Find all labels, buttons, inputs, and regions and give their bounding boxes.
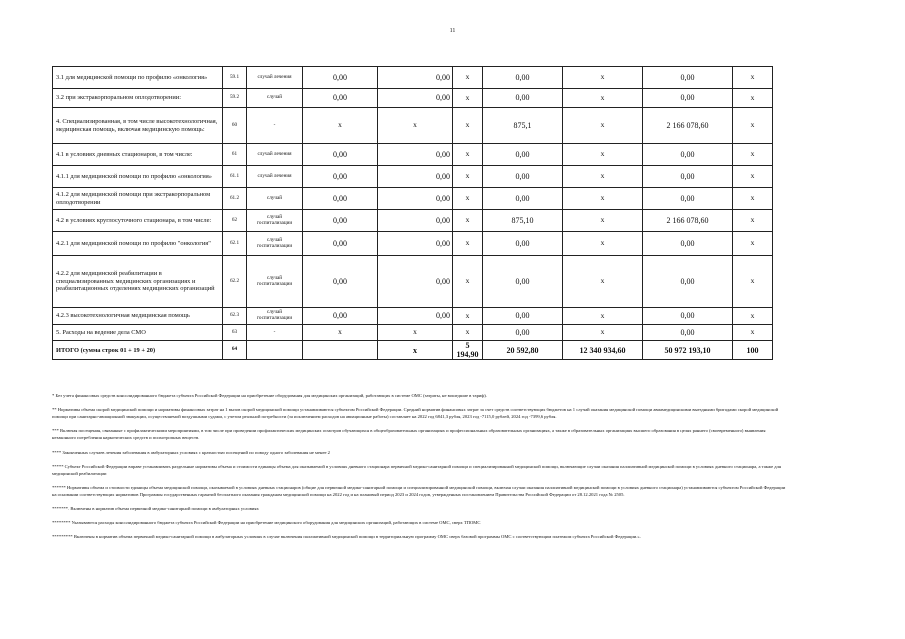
table-cell-unit: случай госпитализации bbox=[247, 232, 303, 256]
table-row bbox=[53, 325, 773, 341]
table-cell-c2: 0,00 bbox=[378, 308, 453, 325]
table-cell-name: 4. Специализированная, в том числе высокотехнологичная, медицинская помощь, включая медицинскую помощь: bbox=[53, 108, 223, 144]
table-cell-c5: х bbox=[563, 108, 643, 144]
table-cell-c7: х bbox=[733, 89, 773, 108]
table-cell-c2: 0,00 bbox=[378, 166, 453, 188]
table-cell-name: ИТОГО (сумма строк 01 + 19 + 20) bbox=[53, 341, 223, 360]
table-cell-c3: 5 194,90 bbox=[453, 341, 483, 360]
table-cell-c1: 0,00 bbox=[303, 166, 378, 188]
footnote: ****** Нормативы объема и стоимости единицы объема медицинской помощи, оказываемой в условиях дневных стационаров (общие для первичной медико-санитарной помощи и специализированной медицинской помощи, включая случаи оказания паллиативной медицинской помощи в условиях дневного стационара) устанавливаются субъектом Российской Федерации на основании соответствующих нормативов Программы государственных гарантий бесплатного оказания гражданам медицинской помощи на 2022 год и на плановый период 2023 и 2024 годов, утвержденных постановлением Правительства Российской Федерации от 28.12.2021 года № 2505. bbox=[52, 484, 786, 497]
table-cell-c7: х bbox=[733, 325, 773, 341]
table-cell-unit: случай госпитализации bbox=[247, 210, 303, 232]
table-cell-c3: х bbox=[453, 89, 483, 108]
table-cell-c3: х bbox=[453, 210, 483, 232]
table-cell-num: 61.2 bbox=[223, 188, 247, 210]
footnote: **** Законченных случаев лечения заболевания в амбулаторных условиях с кратностью посещений по поводу одного заболевания не менее 2 bbox=[52, 449, 330, 455]
footnote: ********* Включены в норматив объема первичной медико-санитарной помощи в амбулаторных условиях в случае включения паллиативной медицинской помощи в территориальную программу ОМС сверх базовой программы ОМС с соответствующим платежом субъекта Российской Федерации.». bbox=[52, 534, 641, 540]
table-cell-c1: 0,00 bbox=[303, 89, 378, 108]
table-cell-c1: х bbox=[303, 108, 378, 144]
table-cell-c1: 0,00 bbox=[303, 256, 378, 308]
table-cell-c1: 0,00 bbox=[303, 210, 378, 232]
table-cell-c7: х bbox=[733, 108, 773, 144]
table-cell-c5: 12 340 934,60 bbox=[563, 341, 643, 360]
table-cell-unit: случай лечения bbox=[247, 67, 303, 89]
footnote: *******. Включены в норматив объема первичной медико-санитарной помощи в амбулаторных условиях bbox=[52, 506, 259, 512]
table-total-row bbox=[53, 341, 773, 360]
table-cell-unit: случай госпитализации bbox=[247, 256, 303, 308]
table-cell-c4: 0,00 bbox=[483, 166, 563, 188]
table-cell-num: 59.1 bbox=[223, 67, 247, 89]
table-cell-unit: случай bbox=[247, 89, 303, 108]
table-cell-c6: 0,00 bbox=[643, 144, 733, 166]
table-cell-num: 62.2 bbox=[223, 256, 247, 308]
table-cell-c4: 0,00 bbox=[483, 188, 563, 210]
table-cell-c5: х bbox=[563, 166, 643, 188]
footnote: ******** Указываются расходы консолидированного бюджета субъекта Российской Федерации на приобретение медицинского оборудования для медицинских организаций, работающих в системе ОМС, сверх ТПОМС bbox=[52, 520, 481, 526]
table-cell-num: 61 bbox=[223, 144, 247, 166]
table-cell-c1: 0,00 bbox=[303, 144, 378, 166]
table-cell-unit: случай госпитализации bbox=[247, 308, 303, 325]
table-cell-c5: х bbox=[563, 210, 643, 232]
table-cell-c6: 0,00 bbox=[643, 89, 733, 108]
table-cell-c7: х bbox=[733, 144, 773, 166]
table-cell-c5: х bbox=[563, 256, 643, 308]
table-cell-c2: 0,00 bbox=[378, 188, 453, 210]
table-cell-c6: 0,00 bbox=[643, 166, 733, 188]
table-cell-num: 60 bbox=[223, 108, 247, 144]
table-cell-c2: 0,00 bbox=[378, 67, 453, 89]
table-cell-c5: х bbox=[563, 89, 643, 108]
table-cell-c6: 2 166 078,60 bbox=[643, 108, 733, 144]
table-cell-c6: 0,00 bbox=[643, 308, 733, 325]
table-cell-c7: х bbox=[733, 232, 773, 256]
table-cell-c6: 0,00 bbox=[643, 188, 733, 210]
table-cell-c7: х bbox=[733, 166, 773, 188]
table-cell-name: 4.2.3 высокотехнологичная медицинская помощь bbox=[53, 308, 223, 325]
footnote: * Без учета финансовых средств консолидированного бюджета субъекта Российской Федерации на приобретение оборудования для медицинских организаций, работающих в системе ОМС (затраты, не вошедшие в тариф). bbox=[52, 393, 487, 398]
table-cell-c1: х bbox=[303, 325, 378, 341]
table-cell-c6: 0,00 bbox=[643, 67, 733, 89]
table-cell-c2: 0,00 bbox=[378, 144, 453, 166]
table-cell-c5: х bbox=[563, 308, 643, 325]
table-cell-c1: 0,00 bbox=[303, 67, 378, 89]
table-cell-c7: х bbox=[733, 188, 773, 210]
table-cell-c5: х bbox=[563, 144, 643, 166]
table-cell-c7: х bbox=[733, 308, 773, 325]
table-cell-c4: 0,00 bbox=[483, 256, 563, 308]
table-cell-c2: 0,00 bbox=[378, 210, 453, 232]
table-cell-c4: 0,00 bbox=[483, 325, 563, 341]
table-cell-c1 bbox=[303, 341, 378, 360]
table-cell-c2: х bbox=[378, 108, 453, 144]
table-cell-c3: х bbox=[453, 325, 483, 341]
table-row bbox=[53, 166, 773, 188]
table-cell-num: 62.1 bbox=[223, 232, 247, 256]
table-cell-name: 4.2.2 для медицинской реабилитации в специализированных медицинских организациях и реабилитационных отделениях медицинских организаций bbox=[53, 256, 223, 308]
table-cell-c3: х bbox=[453, 67, 483, 89]
table-cell-c5: х bbox=[563, 325, 643, 341]
table-cell-num: 62.3 bbox=[223, 308, 247, 325]
data-table bbox=[52, 66, 773, 360]
table-cell-c4: 0,00 bbox=[483, 89, 563, 108]
table-cell-name: 4.1.1 для медицинской помощи по профилю «онкология» bbox=[53, 166, 223, 188]
table-cell-num: 64 bbox=[223, 341, 247, 360]
footnote: ***** Субъект Российской Федерации вправе устанавливать раздельные нормативы объема и стоимости единицы объема для оказываемой в условиях дневного стационара первичной медико-санитарной помощи и специализированной медицинской помощи, включающие случаи оказания паллиативной медицинской помощи в условиях дневного стационара, а также для медицинской реабилитации bbox=[52, 463, 782, 476]
table-cell-c4: 20 592,80 bbox=[483, 341, 563, 360]
table-cell-c1: 0,00 bbox=[303, 188, 378, 210]
table-cell-unit: - bbox=[247, 325, 303, 341]
table-row bbox=[53, 67, 773, 89]
table-body bbox=[53, 67, 773, 360]
table-cell-unit: случай лечения bbox=[247, 144, 303, 166]
table-row bbox=[53, 144, 773, 166]
table-cell-c5: х bbox=[563, 67, 643, 89]
table-cell-c6: 0,00 bbox=[643, 325, 733, 341]
footnotes bbox=[52, 392, 787, 547]
table-cell-c5: х bbox=[563, 232, 643, 256]
table-cell-c2: х bbox=[378, 341, 453, 360]
table-cell-c3: х bbox=[453, 256, 483, 308]
table-cell-unit: случай лечения bbox=[247, 166, 303, 188]
table-row bbox=[53, 210, 773, 232]
table-cell-c6: 50 972 193,10 bbox=[643, 341, 733, 360]
table-cell-num: 62 bbox=[223, 210, 247, 232]
table-cell-c3: х bbox=[453, 308, 483, 325]
table-cell-c2: 0,00 bbox=[378, 232, 453, 256]
table-cell-c6: 0,00 bbox=[643, 232, 733, 256]
table-cell-name: 3.2 при экстракорпоральном оплодотворении: bbox=[53, 89, 223, 108]
table-cell-name: 5. Расходы на ведение дела СМО bbox=[53, 325, 223, 341]
table-cell-c6: 2 166 078,60 bbox=[643, 210, 733, 232]
table-cell-c7: х bbox=[733, 67, 773, 89]
table-row bbox=[53, 256, 773, 308]
table-cell-c6: 0,00 bbox=[643, 256, 733, 308]
table-cell-name: 4.2.1 для медицинской помощи по профилю "онкология" bbox=[53, 232, 223, 256]
table-cell-c4: 0,00 bbox=[483, 232, 563, 256]
footnote: ** Нормативы объема скорой медицинской помощи и нормативы финансовых затрат на 1 вызов скорой медицинской помощи устанавливаются субъектом Российской Федерации. Средний норматив финансовых затрат за счет средств соответствующих бюджетов на 1 случай оказания медицинской помощи авиамедицинскими выездными бригадами скорой медицинской помощи при санитарно-авиационной эвакуации, осуществляемой воздушными судами, с учетом реальной потребности (за исключением расходов на авиационные работы) составляет на 2022 год 6841,3 рубля, 2023 год -7115,0 рублей, 2024 год -7399,6 рубля. bbox=[52, 407, 779, 420]
table-row bbox=[53, 108, 773, 144]
table-cell-num: 63 bbox=[223, 325, 247, 341]
table-cell-c1: 0,00 bbox=[303, 308, 378, 325]
table-cell-unit: - bbox=[247, 108, 303, 144]
table-cell-name: 4.1.2 для медицинской помощи при экстракорпоральном оплодотворении bbox=[53, 188, 223, 210]
table-cell-unit: случай bbox=[247, 188, 303, 210]
table-cell-c3: х bbox=[453, 188, 483, 210]
table-cell-c3: х bbox=[453, 166, 483, 188]
table-cell-unit bbox=[247, 341, 303, 360]
table-cell-c4: 875,10 bbox=[483, 210, 563, 232]
table-cell-name: 4.1 в условиях дневных стационаров, в том числе: bbox=[53, 144, 223, 166]
table-row bbox=[53, 232, 773, 256]
table-cell-c7: х bbox=[733, 210, 773, 232]
table-cell-c3: х bbox=[453, 108, 483, 144]
page-number: 11 bbox=[449, 28, 456, 34]
table-cell-c4: 0,00 bbox=[483, 144, 563, 166]
table-cell-c5: х bbox=[563, 188, 643, 210]
table-cell-c2: х bbox=[378, 325, 453, 341]
table-cell-c3: х bbox=[453, 144, 483, 166]
table-cell-c4: 0,00 bbox=[483, 67, 563, 89]
table-cell-name: 3.1 для медицинской помощи по профилю «онкология» bbox=[53, 67, 223, 89]
table-cell-c2: 0,00 bbox=[378, 256, 453, 308]
table-cell-c4: 0,00 bbox=[483, 308, 563, 325]
table-row bbox=[53, 188, 773, 210]
table-cell-num: 61.1 bbox=[223, 166, 247, 188]
table-row bbox=[53, 89, 773, 108]
table-row bbox=[53, 308, 773, 325]
table-cell-name: 4.2 в условиях круглосуточного стационара, в том числе: bbox=[53, 210, 223, 232]
table-cell-c3: х bbox=[453, 232, 483, 256]
table-cell-c1: 0,00 bbox=[303, 232, 378, 256]
table-cell-c7: х bbox=[733, 256, 773, 308]
footnote: *** Включая посещения, связанные с профилактическими мероприятиями, в том числе при проведении профилактических медицинских осмотров обучающихся в общеобразовательных организациях и профессиональных образовательных организациях, а также в образовательных организациях высшего образования в целях раннего (своевременного) выявления незаконного потребления наркотических средств и психотропных веществ. bbox=[52, 428, 766, 441]
table-cell-c2: 0,00 bbox=[378, 89, 453, 108]
table-cell-c7: 100 bbox=[733, 341, 773, 360]
table-cell-c4: 875,1 bbox=[483, 108, 563, 144]
table-cell-num: 59.2 bbox=[223, 89, 247, 108]
